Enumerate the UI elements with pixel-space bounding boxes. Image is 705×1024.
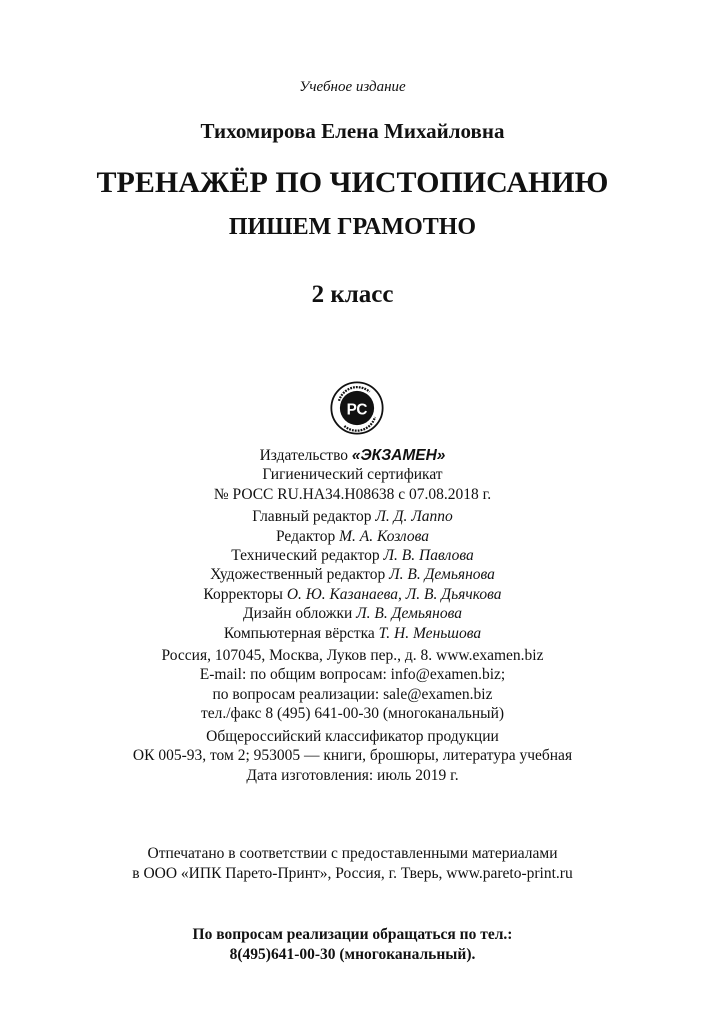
- staff-line: Художественный редактор Л. В. Демьянова: [210, 566, 495, 584]
- printing-line: в ООО «ИПК Парето-Принт», Россия, г. Тверь, www.pareto-print.ru: [132, 864, 573, 882]
- certification-mark-icon: [330, 381, 384, 435]
- contact-sales-email: по вопросам реализации: sale@examen.biz: [212, 685, 493, 703]
- staff-line: Дизайн обложки Л. В. Демьянова: [243, 605, 462, 623]
- staff-line: Главный редактор Л. Д. Лаппо: [252, 508, 453, 526]
- sales-contact: [0, 925, 705, 964]
- contact-phone: тел./факс 8 (495) 641-00-30 (многоканальный): [200, 705, 505, 723]
- sales-line: По вопросам реализации обращаться по тел.:: [192, 926, 513, 943]
- classifier-code: ОК 005-93, том 2; 953005 — книги, брошюры, литература учебная: [132, 747, 573, 765]
- staff-line: Компьютерная вёрстка Т. Н. Меньшова: [223, 624, 482, 642]
- staff-line: Редактор М. А. Козлова: [276, 527, 429, 545]
- contact-email: E-mail: по общим вопросам: info@examen.biz;: [199, 666, 506, 684]
- contact-address: Россия, 107045, Москва, Луков пер., д. 8. www.examen.biz: [161, 647, 544, 665]
- book-title: ТРЕНАЖЁР ПО ЧИСТОПИСАНИЮ: [96, 166, 609, 199]
- printing-line: Отпечатано в соответствии с предоставленными материалами: [147, 845, 558, 862]
- certificate-title: Гигиенический сертификат: [262, 466, 443, 484]
- author-name: Тихомирова Елена Михайловна: [200, 119, 505, 143]
- publisher-line: [0, 446, 705, 465]
- printing-info: [0, 844, 705, 883]
- grade-label: 2 класс: [311, 281, 394, 308]
- imprint-block: [0, 446, 705, 785]
- staff-line: Корректоры О. Ю. Казанаева, Л. В. Дьячкова: [203, 585, 502, 603]
- staff-line: Технический редактор Л. В. Павлова: [231, 547, 474, 565]
- book-subtitle: ПИШЕМ ГРАМОТНО: [228, 214, 477, 240]
- edition-type: Учебное издание: [299, 79, 406, 95]
- production-date: Дата изготовления: июль 2019 г.: [246, 766, 459, 784]
- classifier-title: Общероссийский классификатор продукции: [206, 727, 499, 745]
- sales-line: 8(495)641-00-30 (многоканальный).: [229, 945, 476, 963]
- publisher-name: «ЭКЗАМЕН»: [351, 447, 446, 464]
- svg-text:РС: РС: [346, 401, 368, 419]
- certificate-number: № РОСС RU.HA34.H08638 с 07.08.2018 г.: [213, 485, 492, 503]
- publisher-label: Издательство: [259, 447, 349, 464]
